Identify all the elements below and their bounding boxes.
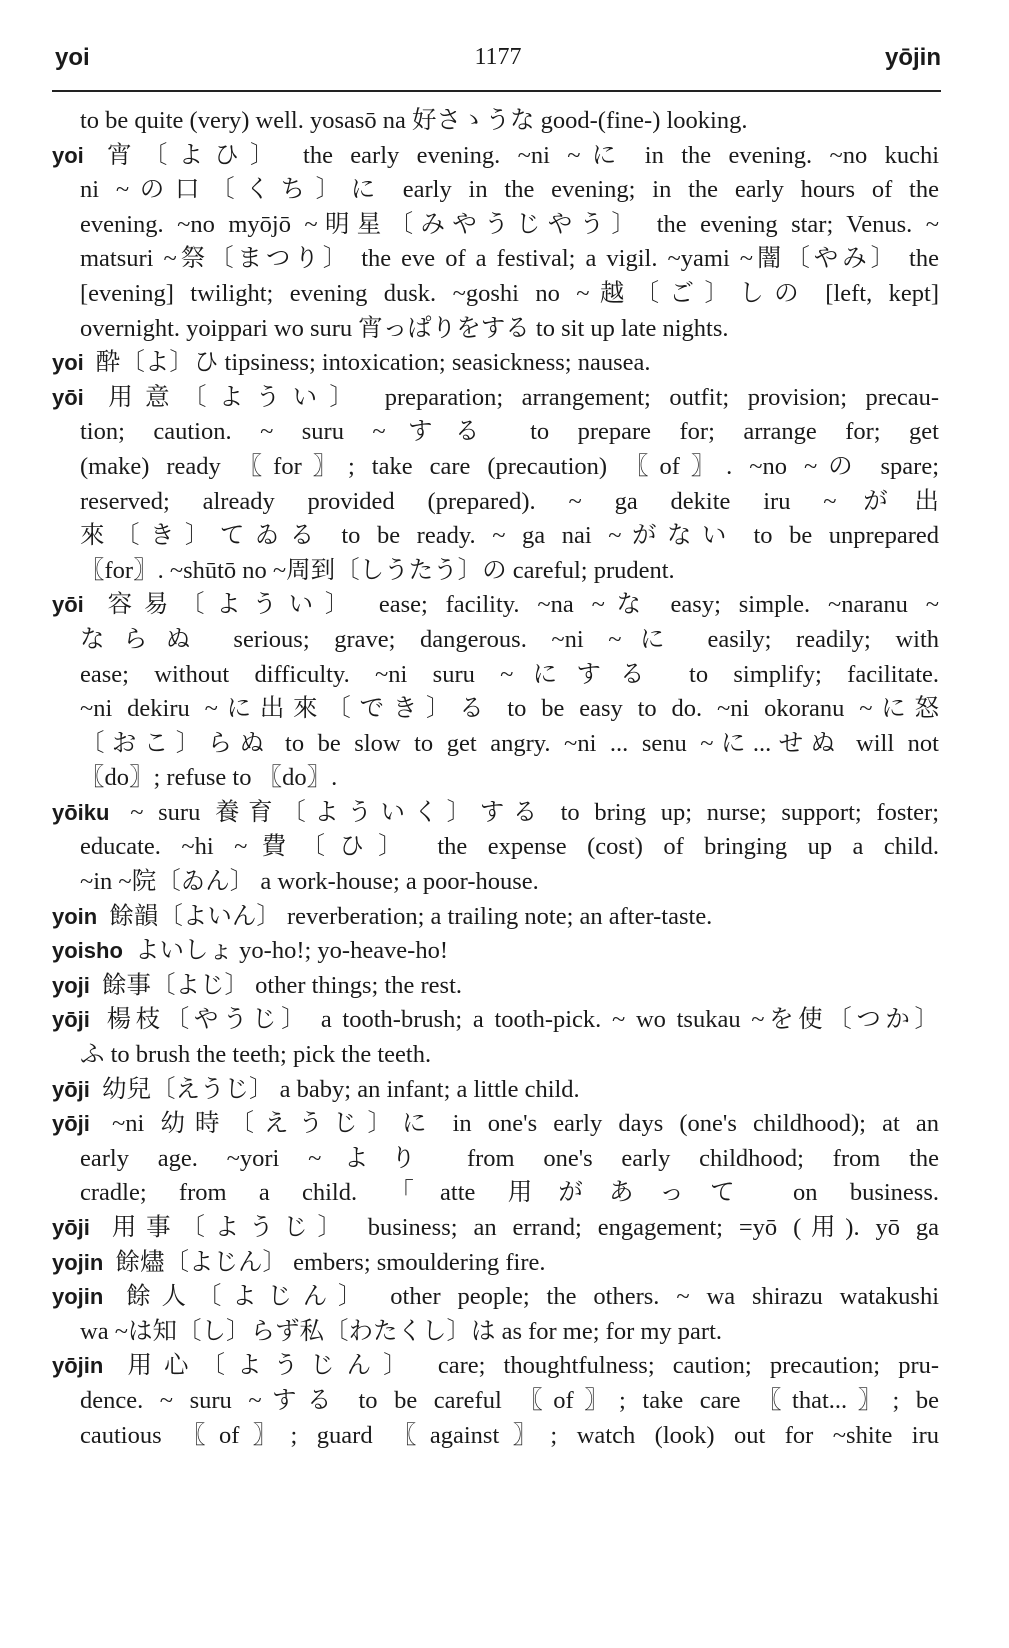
entry-line [52,1349,939,1384]
entry-text: cautious 〖of〗; guard 〖against〗; watch (look) out for ~shite iru [80,1421,939,1449]
entry-text: 幼兒〔えうじ〕 a baby; an infant; a little child. [102,1075,580,1103]
entry-line [52,1073,939,1108]
entry-line [52,796,939,831]
entry-text: ~ni 幼時〔えうじ〕に in one's early days (one's childhood); at an [112,1110,939,1138]
entry-headword: yōjin [52,1353,104,1379]
entry-line [52,242,939,277]
entry-text: 餘事〔よじ〕 other things; the rest. [102,971,463,999]
entry-text: ~in ~院〔ゐん〕 a work-house; a poor-house. [80,868,539,896]
header-guide-word-right: yōjin [884,44,941,71]
entry-line [52,934,939,969]
entry-text: overnight. yoippari wo suru 宵っぱりをする to sit up late nights. [80,314,729,342]
entry-text: reserved; already provided (prepared). ~ ga dekite iru ~が出 [80,487,939,515]
entry-line [52,1107,939,1142]
entry-headword: yōji [52,1076,90,1102]
entry-text: ふ to brush the teeth; pick the teeth. [80,1041,432,1069]
entry-line [52,519,939,554]
entry-text: wa ~は知〔し〕らず私〔わたくし〕は as for me; for my part. [80,1317,722,1345]
entry-line [52,900,939,935]
entry-text: 來〔き〕てゐる to be ready. ~ ga nai ~がない to be unprepared [80,522,939,550]
entry-line [52,173,939,208]
header-guide-word-left: yoi [55,44,90,71]
entry-line [52,865,939,900]
entry-line [52,1003,939,1038]
entry-text: ease; without difficulty. ~ni suru ~にする to simplify; facilitate. [80,660,939,688]
entry-line [52,1315,939,1350]
entry-text: 〖for〗. ~shūtō no ~周到〔しうたう〕の careful; prudent. [80,556,675,584]
entry-text: ni ~の口〔くち〕に early in the evening; in the early hours of the [80,176,939,204]
entry-text: tion; caution. ~ suru ~する to prepare for; arrange for; get [80,418,939,446]
entry-line [52,415,939,450]
entry-text: educate. ~hi ~費〔ひ〕 the expense (cost) of bringing up a child. [80,833,939,861]
entry-line [52,1280,939,1315]
entry-text: early age. ~yori ~より from one's early childhood; from the [80,1144,939,1172]
entry-line [52,1246,939,1281]
entry-text: 餘燼〔よじん〕 embers; smouldering fire. [115,1248,546,1276]
entry-text: [evening] twilight; evening dusk. ~goshi no ~越〔ご〕しの [left, kept] [80,279,939,307]
entry-line [52,312,939,347]
entry-text: ~ni dekiru ~に出來〔でき〕る to be easy to do. ~ni okoranu ~に怒 [80,695,939,723]
entry-headword: yojin [52,1284,104,1310]
entry-line [52,692,939,727]
entry-text: (make) ready 〖for〗; take care (precaution) 〖of〗. ~no ~の spare; [80,452,939,480]
entry-line [52,658,939,693]
dictionary-entries [52,104,939,1453]
entry-line [52,1038,939,1073]
entry-headword: yōji [52,1215,90,1240]
entry-text: 〔おこ〕らぬ to be slow to get angry. ~ni ... senu ~に...せぬ will not [80,729,939,757]
entry-headword: yoin [52,903,98,929]
entry-line [52,761,939,796]
page-number: 1177 [474,44,522,70]
entry-text: ~ suru 養育〔よういく〕する to bring up; nurse; support; foster; [130,798,939,826]
entry-text: よいしょ yo-ho!; yo-heave-ho! [135,937,449,965]
entry-headword: yōi [52,592,84,618]
entry-text: cradle; from a child. 「atte 用があって on business. [80,1179,939,1207]
entry-text: 宵〔よひ〕 the early evening. ~ni ~に in the evening. ~no kuchi [107,141,939,169]
entry-headword: yōji [52,1111,90,1137]
entry-line [52,450,939,485]
entry-line [52,588,939,623]
entry-text: dence. ~ suru ~する to be careful 〖of〗; take care 〖that...〗; be [80,1386,939,1414]
entry-headword: yoji [52,972,90,998]
entry-text: 酔〔よ〕ひ tipsiness; intoxication; seasickness; nausea. [95,349,651,377]
entry-text: 用心〔ようじん〕 care; thoughtfulness; caution; precaution; pru- [127,1352,939,1380]
entry-line [52,346,939,381]
entry-line [52,277,939,312]
entry-line [52,381,939,416]
entry-line [52,1211,939,1246]
entry-line [52,554,939,589]
page-header [55,44,941,84]
entry-text: 容易〔ようい〕 ease; facility. ~na ~な easy; simple. ~naranu ~ [107,591,939,619]
entry-text: 楊枝〔やうじ〕 a tooth-brush; a tooth-pick. ~ wo tsukau ~を使〔つか〕 [106,1006,939,1034]
entry-line [52,139,939,174]
entry-text: 用意〔ようい〕 preparation; arrangement; outfit; provision; precau- [108,383,939,411]
entry-text: to be quite (very) well. yosasō na 好さゝうな good-(fine-) looking. [80,107,748,134]
entry-line [52,485,939,520]
entry-headword: yōji [52,1007,90,1033]
entry-headword: yoisho [52,938,123,964]
entry-line [52,104,939,139]
entry-headword: yojin [52,1249,104,1275]
entry-headword: yoi [52,142,84,168]
entry-headword: yōi [52,384,84,410]
header-rule [52,90,941,92]
entry-line [52,1142,939,1177]
entry-headword: yoi [52,350,84,376]
entry-text: 餘韻〔よいん〕 reverberation; a trailing note; an after-taste. [109,902,713,930]
entry-text: 用事〔ようじ〕 business; an errand; engagement; =yō (用). yō ga [111,1214,939,1241]
entry-line [52,830,939,865]
entry-line [52,1384,939,1419]
entry-line [52,208,939,243]
entry-headword: yōiku [52,799,110,825]
entry-line [52,969,939,1004]
entry-text: 餘人〔よじん〕 other people; the others. ~ wa shirazu watakushi [126,1283,939,1311]
entry-text: 〖do〗; refuse to 〖do〗. [80,764,338,792]
entry-line [52,1419,939,1454]
entry-line [52,1176,939,1211]
entry-text: matsuri ~祭〔まつり〕 the eve of a festival; a vigil. ~yami ~闇〔やみ〕 the [80,245,939,273]
entry-line [52,623,939,658]
entry-text: evening. ~no myōjō ~明星〔みやうじやう〕 the evening star; Venus. ~ [80,210,939,238]
entry-line [52,727,939,762]
entry-text: ならぬ serious; grave; dangerous. ~ni ~に easily; readily; with [80,625,939,653]
